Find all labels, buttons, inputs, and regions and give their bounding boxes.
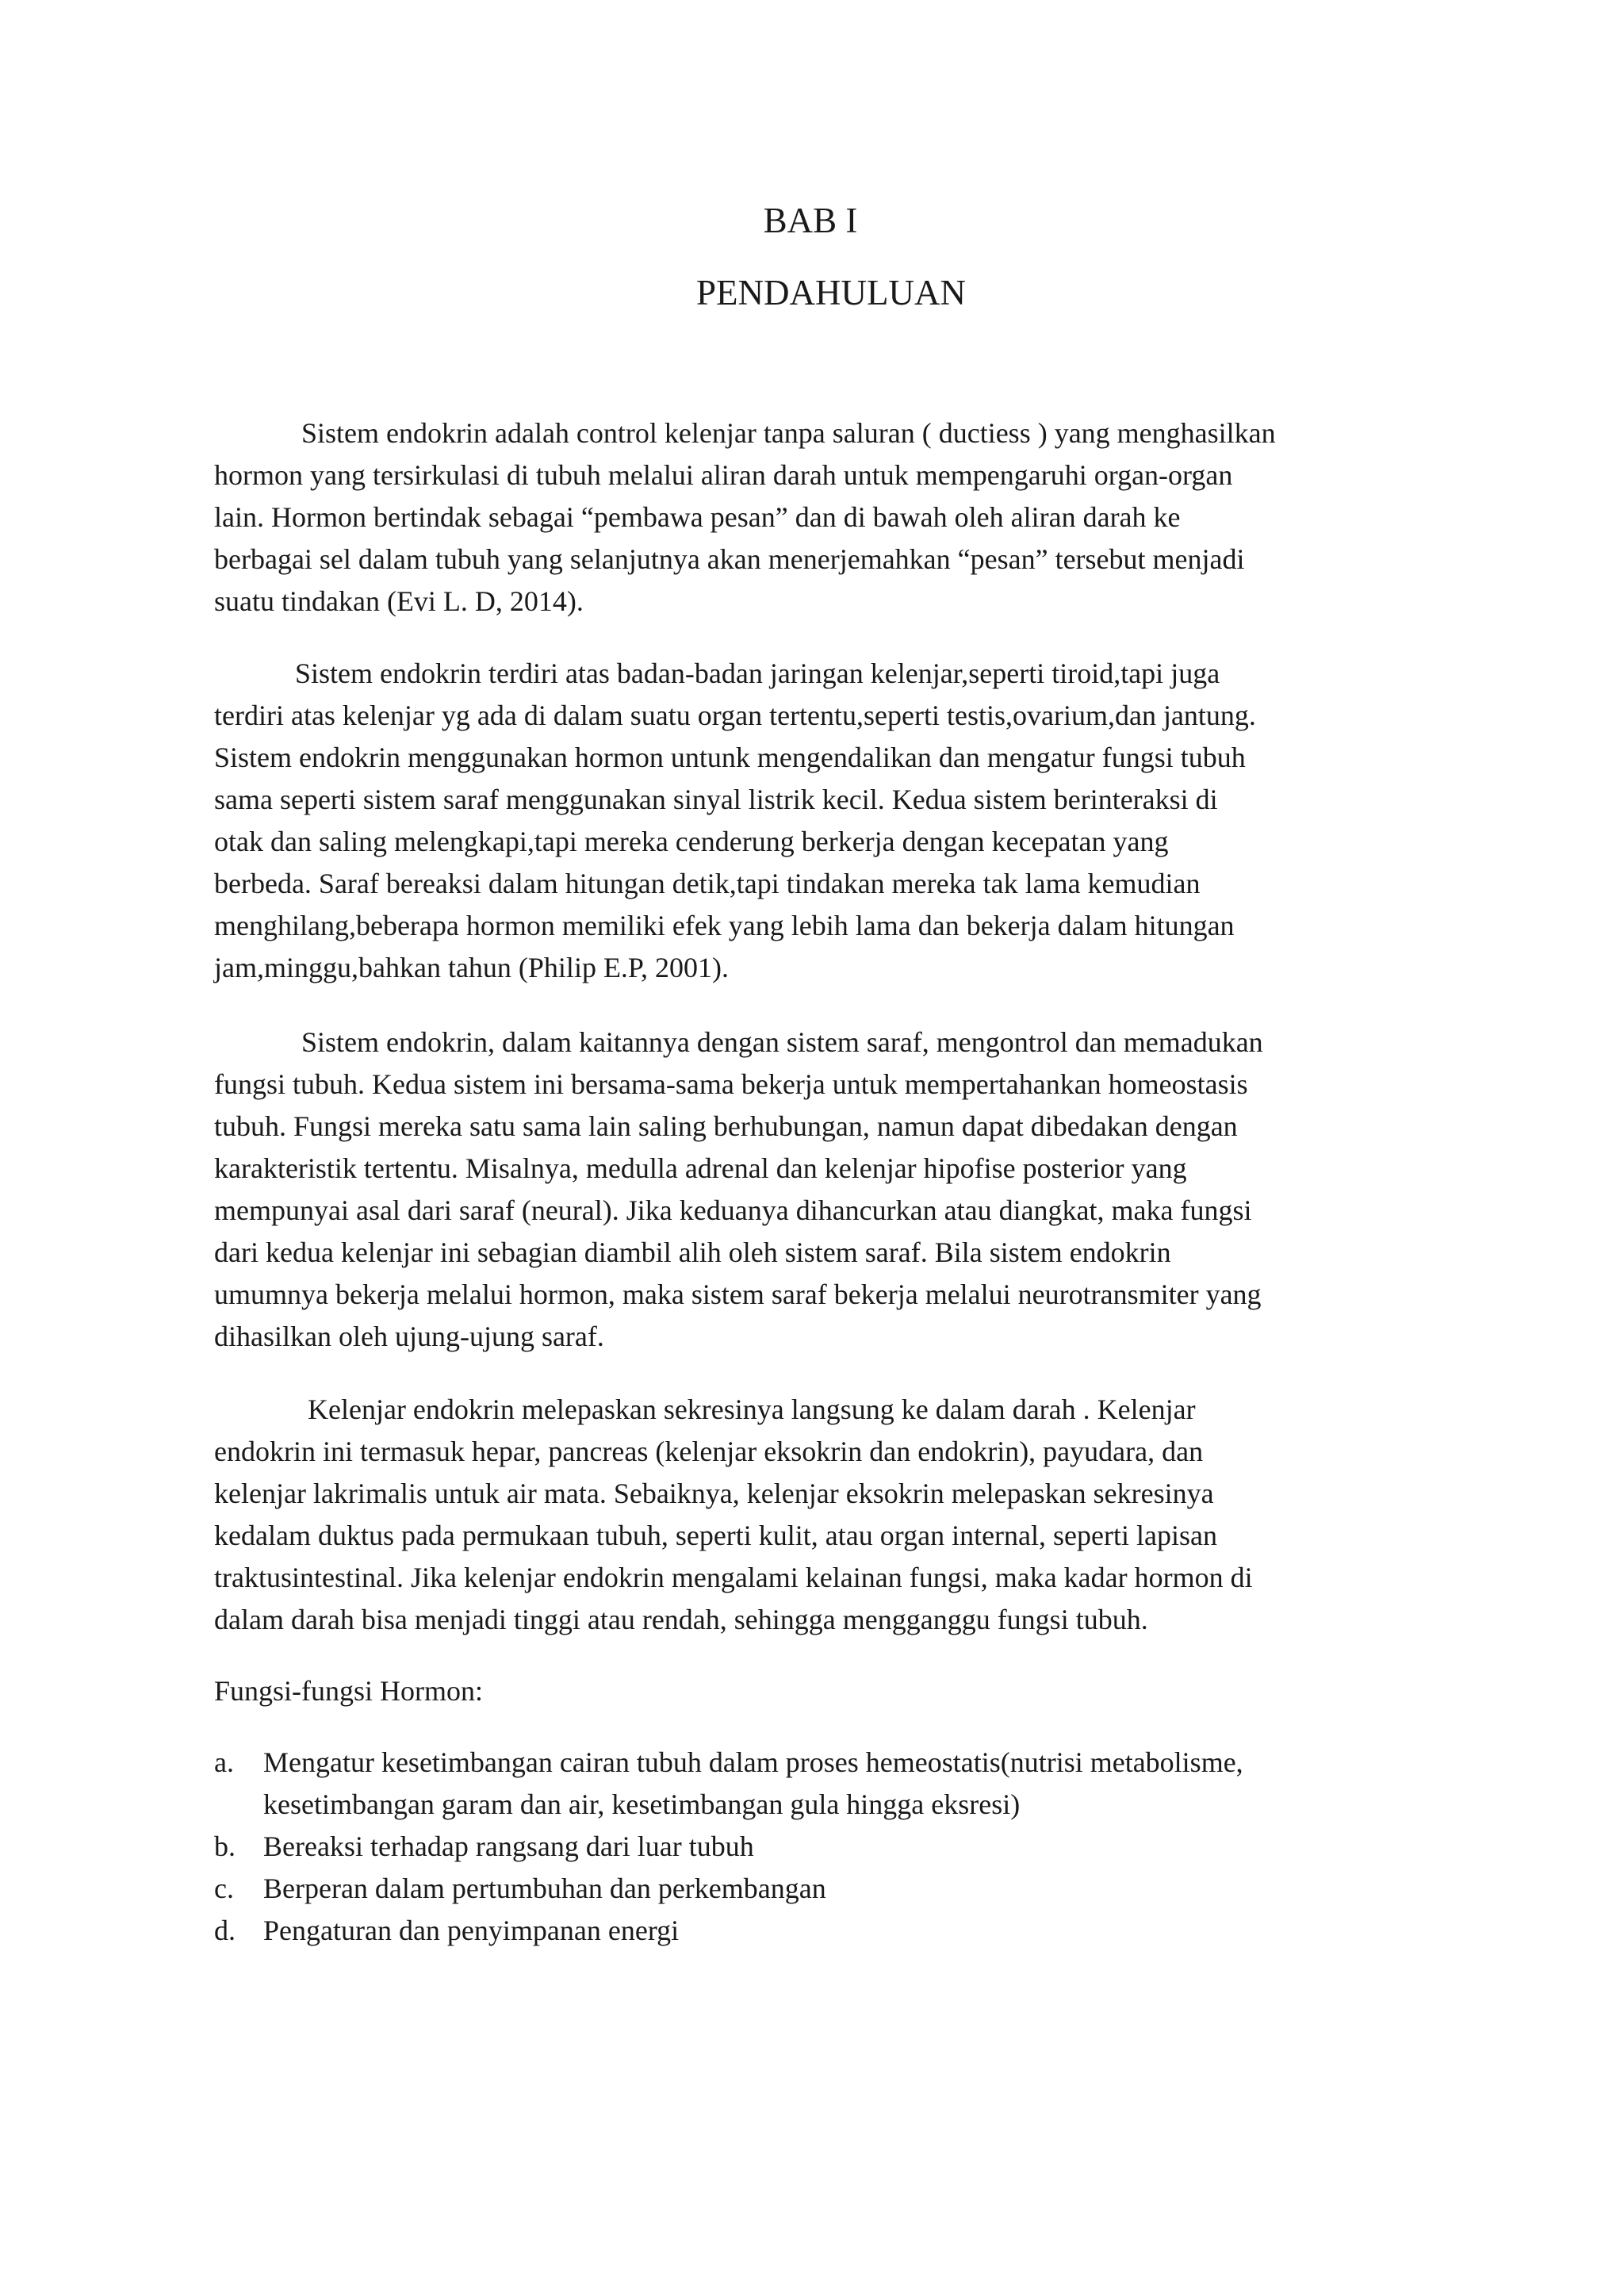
paragraph-line: berbeda. Saraf bereaksi dalam hitungan detik,tapi tindakan mereka tak lama kemudian <box>214 868 1201 899</box>
paragraph-line: Sistem endokrin, dalam kaitannya dengan sistem saraf, mengontrol dan memadukan <box>301 1026 1263 1058</box>
paragraph-line: traktusintestinal. Jika kelenjar endokrin mengalami kelainan fungsi, maka kadar hormon di <box>214 1562 1253 1593</box>
paragraph-4 <box>214 1389 1435 1641</box>
paragraph-2 <box>214 653 1435 989</box>
paragraph-3 <box>214 1022 1435 1358</box>
paragraph-line: lain. Hormon bertindak sebagai “pembawa pesan” dan di bawah oleh aliran darah ke <box>214 501 1181 533</box>
list-item <box>214 1910 1243 1952</box>
paragraph-line: otak dan saling melengkapi,tapi mereka cenderung berkerja dengan kecepatan yang <box>214 826 1169 857</box>
paragraph-line: berbagai sel dalam tubuh yang selanjutnya akan menerjemahkan “pesan” tersebut menjadi <box>214 543 1245 575</box>
list-item <box>214 1868 1243 1910</box>
list-item <box>214 1826 1243 1868</box>
paragraph-line: jam,minggu,bahkan tahun (Philip E.P, 2001). <box>214 952 729 983</box>
list-item-line: Mengatur kesetimbangan cairan tubuh dalam proses hemeostatis(nutrisi metabolisme, <box>263 1746 1243 1778</box>
paragraph-line: fungsi tubuh. Kedua sistem ini bersama-sama bekerja untuk mempertahankan homeostasis <box>214 1068 1248 1100</box>
list-marker: c. <box>214 1872 234 1904</box>
paragraph-line: menghilang,beberapa hormon memiliki efek yang lebih lama dan bekerja dalam hitungan <box>214 910 1235 941</box>
chapter-number: BAB I <box>763 201 858 240</box>
paragraph-line: Sistem endokrin terdiri atas badan-badan jaringan kelenjar,seperti tiroid,tapi juga <box>295 657 1220 689</box>
list-item-line: Pengaturan dan penyimpanan energi <box>263 1915 680 1946</box>
list-item-line: kesetimbangan garam dan air, kesetimbangan gula hingga eksresi) <box>263 1788 1021 1820</box>
paragraph-line: umumnya bekerja melalui hormon, maka sistem saraf bekerja melalui neurotransmiter yang <box>214 1278 1262 1310</box>
paragraph-line: sama seperti sistem saraf menggunakan sinyal listrik kecil. Kedua sistem berinteraksi di <box>214 784 1218 815</box>
list-marker: b. <box>214 1830 236 1862</box>
list-marker: a. <box>214 1746 234 1778</box>
paragraph-line: tubuh. Fungsi mereka satu sama lain saling berhubungan, namun dapat dibedakan dengan <box>214 1110 1238 1142</box>
paragraph-line: Sistem endokrin adalah control kelenjar tanpa saluran ( ductiess ) yang menghasilkan <box>301 417 1276 449</box>
paragraph-line: Kelenjar endokrin melepaskan sekresinya langsung ke dalam darah . Kelenjar <box>308 1393 1196 1425</box>
paragraph-line: mempunyai asal dari saraf (neural). Jika keduanya dihancurkan atau diangkat, maka fungsi <box>214 1194 1252 1226</box>
list-item-line: Bereaksi terhadap rangsang dari luar tubuh <box>263 1830 754 1862</box>
list-marker: d. <box>214 1915 236 1946</box>
paragraph-1 <box>214 412 1435 623</box>
paragraph-line: kedalam duktus pada permukaan tubuh, seperti kulit, atau organ internal, seperti lapisan <box>214 1520 1217 1551</box>
paragraph-line: hormon yang tersirkulasi di tubuh melalui aliran darah untuk mempengaruhi organ-organ <box>214 459 1233 491</box>
paragraph-line: endokrin ini termasuk hepar, pancreas (kelenjar eksokrin dan endokrin), payudara, dan <box>214 1435 1204 1467</box>
chapter-title: PENDAHULUAN <box>696 273 966 312</box>
paragraph-line: dalam darah bisa menjadi tinggi atau rendah, sehingga mengganggu fungsi tubuh. <box>214 1604 1148 1635</box>
paragraph-line: terdiri atas kelenjar yg ada di dalam suatu organ tertentu,seperti testis,ovarium,dan jantung. <box>214 700 1256 731</box>
list-item-line: Berperan dalam pertumbuhan dan perkembangan <box>263 1872 826 1904</box>
list-item <box>214 1742 1243 1826</box>
hormone-functions-list <box>214 1742 1243 1952</box>
paragraph-line: karakteristik tertentu. Misalnya, medulla adrenal dan kelenjar hipofise posterior yang <box>214 1152 1187 1184</box>
paragraph-line: dihasilkan oleh ujung-ujung saraf. <box>214 1320 604 1352</box>
paragraph-line: suatu tindakan (Evi L. D, 2014). <box>214 585 584 617</box>
paragraph-line: dari kedua kelenjar ini sebagian diambil alih oleh sistem saraf. Bila sistem endokrin <box>214 1236 1171 1268</box>
list-heading: Fungsi-fungsi Hormon: <box>214 1675 484 1707</box>
paragraph-line: kelenjar lakrimalis untuk air mata. Sebaiknya, kelenjar eksokrin melepaskan sekresinya <box>214 1478 1214 1509</box>
paragraph-line: Sistem endokrin menggunakan hormon untunk mengendalikan dan mengatur fungsi tubuh <box>214 742 1246 773</box>
